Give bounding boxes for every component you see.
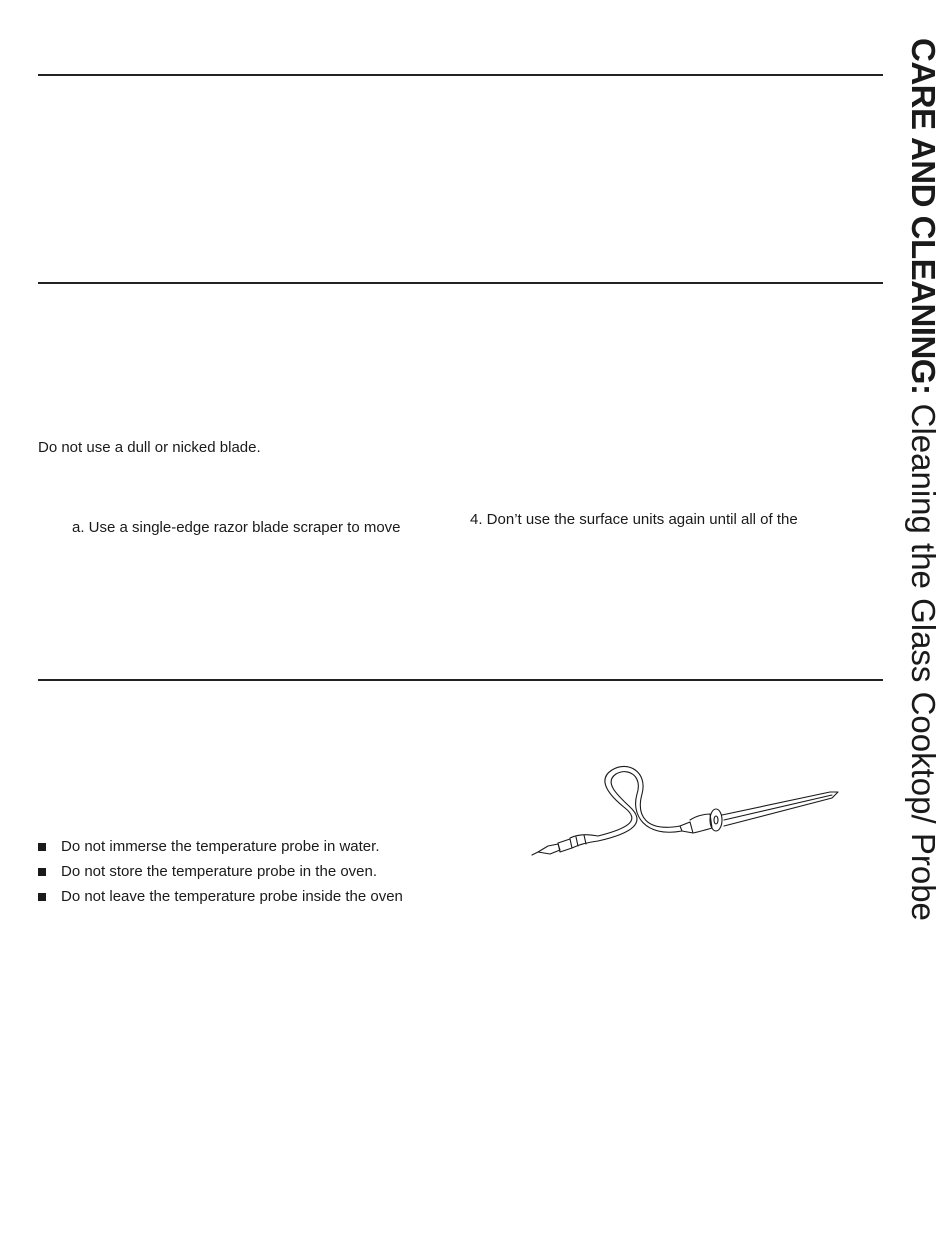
blade-warning-text: Do not use a dull or nicked blade. xyxy=(38,439,261,456)
temperature-probe-illustration xyxy=(530,762,842,862)
list-item xyxy=(38,834,403,859)
list-item xyxy=(38,859,403,884)
side-section-title xyxy=(905,38,941,921)
side-title-light: Cleaning the Glass Cooktop/ Probe xyxy=(905,403,942,921)
bullet-square-icon xyxy=(38,893,46,901)
bullet-text: Do not leave the temperature probe inside the oven xyxy=(61,888,403,905)
bullet-square-icon xyxy=(38,868,46,876)
section-divider-top xyxy=(38,74,883,76)
probe-care-list xyxy=(38,834,403,909)
bullet-square-icon xyxy=(38,843,46,851)
section-divider-middle xyxy=(38,282,883,284)
bullet-text: Do not immerse the temperature probe in water. xyxy=(61,838,380,855)
section-divider-bottom xyxy=(38,679,883,681)
step-a-text: a. Use a single-edge razor blade scraper to move xyxy=(72,519,401,536)
bullet-text: Do not store the temperature probe in the oven. xyxy=(61,863,378,880)
list-item xyxy=(38,884,403,909)
side-title-bold: CARE AND CLEANING: xyxy=(905,38,942,395)
step-4-text: 4. Don’t use the surface units again until all of the xyxy=(470,511,798,528)
